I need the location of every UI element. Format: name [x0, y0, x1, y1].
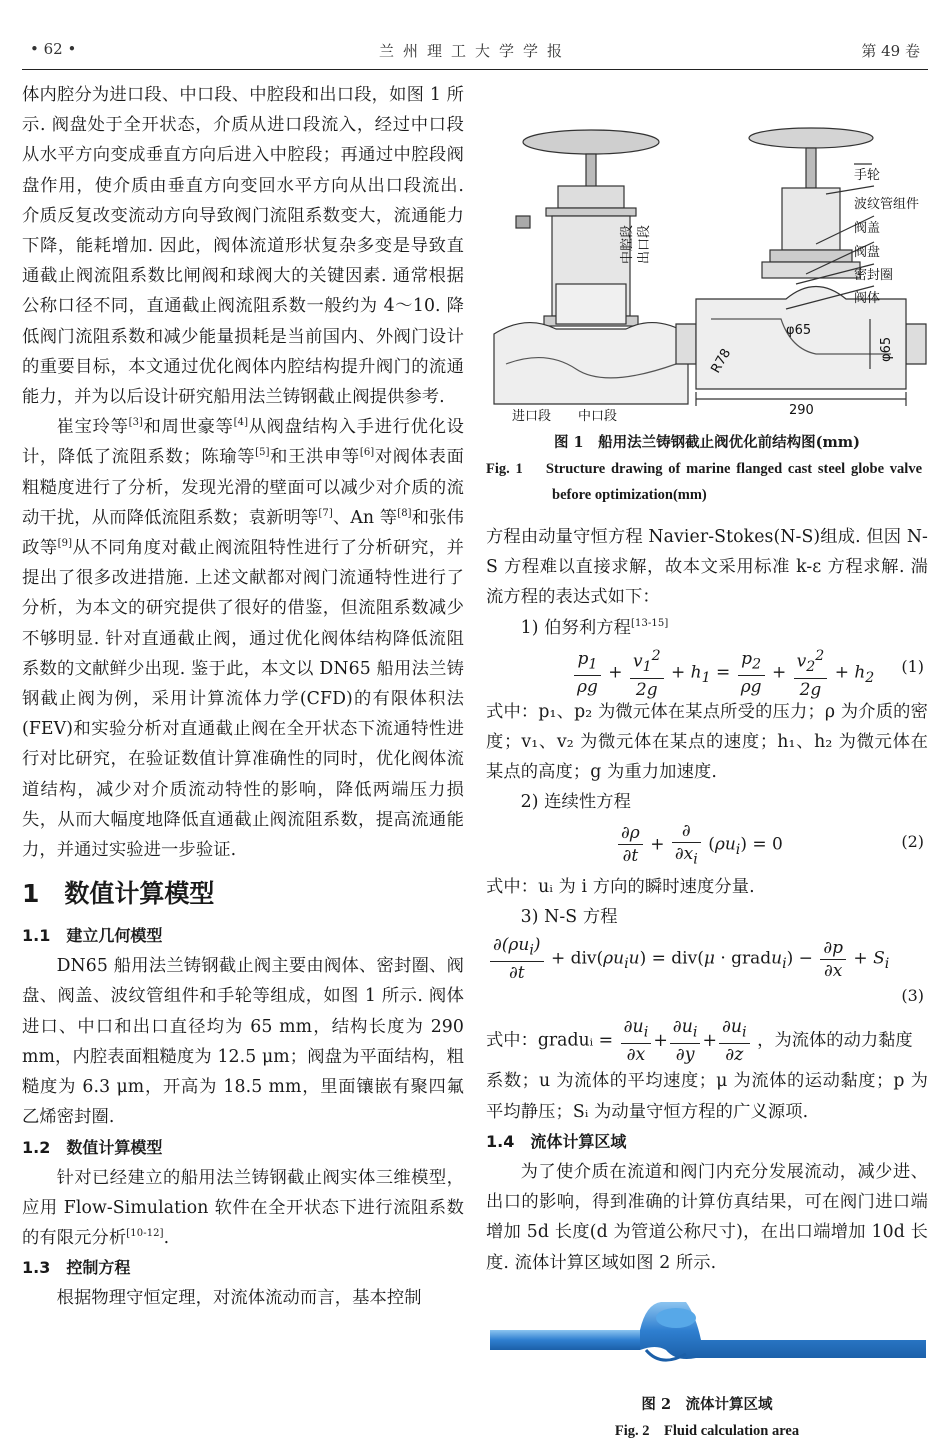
equation-1-description: 式中：p₁、p₂ 为微元体在某点所受的压力；ρ 为介质的密度；v₁、v₂ 为微元体在某点的速度；h₁、h₂ 为微元体在某点的高度；g 为重力加速度. — [486, 701, 928, 783]
paragraph-fluid-domain: 为了使介质在流道和阀门内充分发展流动，减少进、出口的影响，得到准确的计算仿真结果，可在阀门进口端增加 5d 长度(d 为管道公称尺寸)，在出口端增加 10d 长度. 流体计算区域如图 2 所示. — [486, 1161, 928, 1273]
figure-1-caption-en: Fig. 1 Structure drawing of marine flanged cast steel globe valve before optimization(mm) — [486, 461, 922, 503]
dim-radius: R78 — [708, 346, 735, 376]
paragraph-literature-review: 崔宝玲等[3]和周世豪等[4]从阀盘结构入手进行优化设计，降低了流阻系数；陈瑜等[5]和王洪申等[6]对阀体表面粗糙度进行了分析，发现光滑的壁面可以减少对介质的流动干扰，从而降低流阻系数；袁新明等[7]、An 等[8]和张伟政等[9]从不同角度对截止阀流阻特性进行了分析研究，并提出了很多改进措施. 上述文献都对阀门流通特性进行了分析，为本文的研究提供了很好的借鉴，但流阻系数减少不够明显. 针对直通截止阀，通过优化阀体结构降低流阻系数的文献鲜少出现. 鉴于此，本文以 DN65 船用法兰铸钢截止阀为例，采用计算流体力学(CFD)的有限体积法(FEV)和实验分析对直通截止阀在全开状态下流通特性进行对比研究，在验证数值计算准确性的同时，优化阀体流道结构，减少对介质流动特性的影响，降低两端压力损失，从而大幅度地降低直通截止阀流阻系数，提高流通能力，并通过实验进一步验证. — [22, 417, 465, 861]
volume-label: 第 49 卷 — [861, 42, 920, 60]
paragraph-intro-continued: 体内腔分为进口段、中口段、中腔段和出口段，如图 1 所示. 阀盘处于全开状态，介质从进口段流入，经过中口段从水平方向变成垂直方向后进入中腔段；再通过中腔段阀盘作用，使介质由垂直方向变回水平方向从出口段流出. 介质反复改变流动方向导致阀门流阻系数变大，流通能力下降，能耗增加. 因此，阀体流道形状复杂多变是导致直通截止阀流阻系数比闸阀和球阀大的关键因素. 通常根据公称口径不同，直通截止阀流阻系数一般约为 4～10. 降低阀门流阻系数和减少能量损耗是当前国内、外阀门设计的重要目标，本文通过优化阀体内腔结构提升阀门的流通能力，并为以后设计研究船用法兰铸钢截止阀提供参考. — [22, 85, 464, 408]
citation: [6] — [359, 447, 375, 459]
running-head — [22, 38, 928, 62]
right-column — [486, 96, 928, 1444]
equation-3-description-cont: 系数；u 为流体的平均速度；μ 为流体的运动黏度；p 为平均静压；Sᵢ 为动量守恒方程的广义源项. — [486, 1071, 928, 1122]
equation-3-description: 式中：graduᵢ = $\frac{\partial u_i}{\partial x}$ + $\frac{\partial u_i}{\partial y}$ + $\frac{\partial u_i}{\partial z}$ ，为流体的动力黏度 — [486, 1017, 913, 1066]
equation-number: (3) — [901, 986, 924, 1006]
paragraph-numerical-model: 针对已经建立的船用法兰铸钢截止阀实体三维模型，应用 Flow-Simulation 软件在全开状态下进行流阻系数的有限元分析[10-12]. — [22, 1167, 464, 1248]
label-mid-cavity: 中腔段 — [620, 224, 635, 264]
subsection-heading: 1.2 数值计算模型 — [22, 1137, 163, 1157]
equation-2-title: 2) 连续性方程 — [520, 792, 632, 813]
left-column — [22, 80, 464, 1313]
page-number: • 62 • — [30, 40, 77, 58]
citation: [7] — [318, 507, 333, 519]
citation: [5] — [255, 447, 270, 459]
journal-title: 兰州理工大学学报 — [378, 42, 571, 60]
citation: [3] — [128, 417, 144, 429]
figure-2-caption-cn: 图 2 流体计算区域 — [641, 1395, 773, 1413]
subsection-heading: 1.3 控制方程 — [22, 1258, 131, 1278]
figure-1 — [486, 124, 928, 424]
label-body: 阀体 — [854, 291, 881, 306]
figure-2-caption-en: Fig. 2 Fluid calculation area — [614, 1422, 800, 1439]
subsection-heading: 1.1 建立几何模型 — [22, 926, 163, 946]
equation-2: $\frac{\partial\rho}{\partial t}$ + $\frac{\partial}{\partial x_i}$ $(\rho u_i) = 0$ (2) — [486, 818, 928, 872]
figure-2 — [486, 1296, 928, 1386]
citation: [4] — [233, 417, 249, 429]
header-rule — [22, 69, 928, 70]
label-disc: 阀盘 — [854, 245, 881, 260]
equation-number: (2) — [901, 831, 924, 851]
paragraph-equations-intro: 方程由动量守恒方程 Navier-Stokes(N-S)组成. 但因 N-S 方程难以直接求解，故本文采用标准 k-ε 方程求解. 湍流方程的表达式如下： — [486, 527, 928, 608]
fluid-domain-model — [486, 1296, 928, 1386]
subsection-heading: 1.4 流体计算区域 — [486, 1131, 627, 1151]
section-heading: 1 数值计算模型 — [22, 879, 215, 909]
equation-3: $\frac{\partial(\rho u_i)}{\partial t}$ + $div(\rho u_iu) = div(\mu$ · gradu$_i$) − $\frac{\partial p}{\partial x}$ + $S_i$ (3) — [486, 932, 928, 1012]
equation-2-description: 式中：uᵢ 为 i 方向的瞬时速度分量. — [486, 876, 755, 897]
valve-structure-drawing — [486, 124, 928, 424]
equation-1-title: 1) 伯努利方程[13-15] — [520, 617, 669, 638]
equation-number: (1) — [901, 656, 924, 676]
label-outlet-section: 出口段 — [637, 224, 652, 264]
dim-length: 290 — [789, 403, 814, 418]
dim-diameter-top: φ65 — [786, 323, 812, 338]
citation: [8] — [397, 507, 412, 519]
citation: [13-15] — [631, 617, 669, 629]
label-inlet-section: 进口段 — [512, 409, 552, 424]
paragraph-geometry: DN65 船用法兰铸钢截止阀主要由阀体、密封圈、阀盘、阀盖、波纹管组件和手轮等组成，如图 1 所示. 阀体进口、中口和出口直径均为 65 mm，结构长度为 290 mm，内腔表面粗糙度为 12.5 μm；阀盘为平面结构，粗糙度为 6.3 μm，开高为 18.5 mm，里面镶嵌有聚四氟乙烯密封圈. — [22, 956, 464, 1128]
label-bonnet: 阀盖 — [854, 221, 881, 236]
label-handwheel: 手轮 — [854, 168, 881, 183]
paragraph-governing-eq: 根据物理守恒定理，对流体流动而言，基本控制 — [56, 1288, 422, 1309]
label-mid-port: 中口段 — [578, 409, 618, 424]
figure-1-caption-cn: 图 1 船用法兰铸钢截止阀优化前结构图(mm) — [553, 434, 861, 451]
label-seal: 密封圈 — [854, 268, 894, 283]
dim-diameter-side: φ65 — [879, 336, 894, 362]
citation: [9] — [57, 538, 73, 550]
label-bellows: 波纹管组件 — [854, 197, 920, 212]
equation-3-title: 3) N-S 方程 — [520, 906, 618, 927]
equation-1: $\frac{p_1}{\rho g}$ + $\frac{v_1^2}{2g}$ + $h_1$ = $\frac{p_2}{\rho g}$ + $\frac{v_2^2}{2g}$ + $h_2$ (1) — [486, 643, 928, 697]
citation: [10-12] — [126, 1227, 164, 1239]
